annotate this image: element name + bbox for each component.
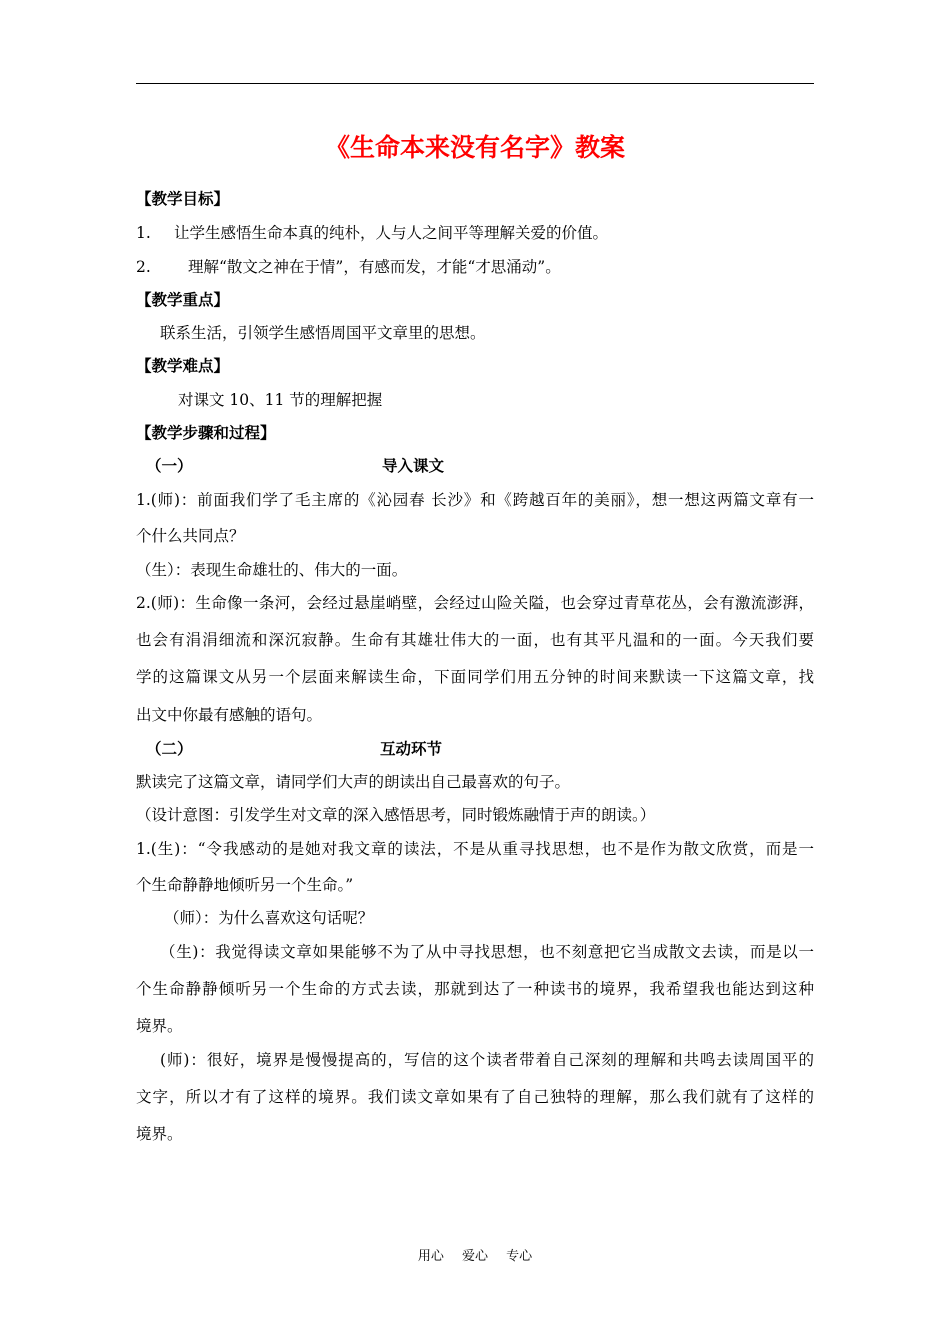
paragraph-line: 也会有涓涓细流和深沉寂静。生命有其雄壮伟大的一面，也有其平凡温和的一面。今天我们要 — [136, 631, 814, 649]
objective-item — [136, 222, 608, 244]
paragraph-line: （生）：表现生命雄壮的、伟大的一面。 — [136, 561, 408, 579]
paragraph-line: 2.(师)：生命像一条河，会经过悬崖峭壁，会经过山险关隘，也会穿过青草花丛，会有激流澎湃， — [136, 594, 814, 612]
steps-heading: 【教学步骤和过程】 — [136, 424, 276, 442]
key-points-heading: 【教学重点】 — [136, 291, 230, 309]
part2-label: （二） — [146, 740, 193, 758]
part2-title: 互动环节 — [380, 740, 443, 758]
paragraph-line: （生)：我觉得读文章如果能够不为了从中寻找思想，也不刻意把它当成散文去读，而是以一 — [160, 943, 814, 961]
paragraph-line: 学的这篇课文从另一个层面来解读生命，下面同学们用五分钟的时间来默读一下这篇文章，找 — [136, 668, 814, 686]
paragraph-line: 个生命静静地倾听另一个生命。” — [136, 876, 354, 894]
difficulties-heading: 【教学难点】 — [136, 357, 230, 375]
paragraph-line: 境界。 — [136, 1125, 183, 1143]
paragraph-line: 1.(生)：“令我感动的是她对我文章的读法，不是从重寻找思想，也不是作为散文欣赏，而是一 — [136, 840, 814, 858]
objectives-heading: 【教学目标】 — [136, 190, 230, 208]
objective-number: 1. — [136, 224, 151, 242]
paragraph-line: （设计意图：引发学生对文章的深入感悟思考，同时锻炼融情于声的朗读。） — [136, 806, 656, 824]
difficulties-text: 对课文 10、11 节的理解把握 — [178, 391, 383, 409]
paragraph-line: 1.(师)：前面我们学了毛主席的《沁园春 长沙》和《跨越百年的美丽》，想一想这两篇文章有一 — [136, 491, 814, 509]
paragraph-line: 个生命静静倾听另一个生命的方式去读，那就到达了一种读书的境界，我希望我也能达到这种 — [136, 980, 814, 998]
paragraph-line: 个什么共同点？ — [136, 527, 245, 545]
paragraph-line: (师)：很好，境界是慢慢提高的，写信的这个读者带着自己深刻的理解和共鸣去读周国平的 — [160, 1051, 814, 1069]
part1-title: 导入课文 — [382, 457, 445, 475]
objective-number: 2. — [136, 258, 151, 276]
paragraph-line: 出文中你最有感触的语句。 — [136, 706, 323, 724]
part1-label: （一） — [146, 457, 193, 475]
paragraph-line: 境界。 — [136, 1017, 183, 1035]
document-title: 《生命本来没有名字》教案 — [324, 133, 625, 162]
paragraph-line: （师）：为什么喜欢这句话呢？ — [164, 909, 374, 927]
page-footer: 用心 爱心 专心 — [417, 1249, 533, 1264]
paragraph-line: 默读完了这篇文章，请同学们大声的朗读出自己最喜欢的句子。 — [136, 773, 571, 791]
header-rule — [136, 83, 814, 84]
paragraph-line: 文字，所以才有了这样的境界。我们读文章如果有了自己独特的理解，那么我们就有了这样的 — [136, 1088, 814, 1106]
key-points-text: 联系生活，引领学生感悟周国平文章里的思想。 — [160, 324, 486, 342]
objective-item — [136, 256, 561, 278]
objective-text: 让学生感悟生命本真的纯朴，人与人之间平等理解关爱的价值。 — [174, 224, 609, 242]
objective-text: 理解“散文之神在于情”，有感而发，才能“才思涌动”。 — [188, 258, 561, 276]
